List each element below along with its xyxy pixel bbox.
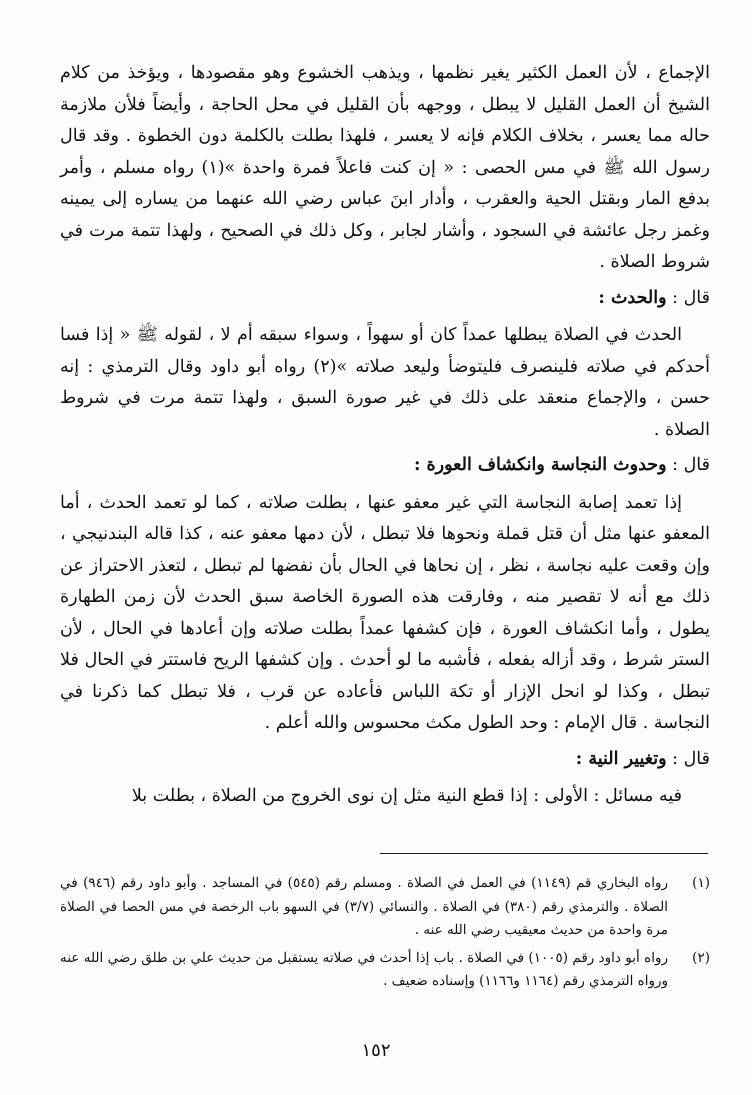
heading-prefix: قال : [672, 287, 710, 308]
footnote-number: (١) [692, 875, 710, 891]
footnote-text: رواه أبو داود رقم (١٠٠٥) في الصلاة . باب إذا أحدث في صلاته يستقبل من حديث علي بن طلق رضي الله عنه ورواه الترمذي رقم (١١٦٤ و١١٦٦) وإسناده ضعيف . [60, 949, 669, 989]
paragraph-1: الإجماع ، لأن العمل الكثير يغير نظمها ، ويذهب الخشوع وهو مقصودها ، ويؤخذ من كلام الشيخ أن العمل القليل لا يبطل ، ووجهه بأن القليل في محل الحاجة ، وأيضاً فلأن ملازمة حاله مما يعسر ، بخلاف الكلام فإنه لا يعسر ، فلهذا بطلت بالكلمة دون الخطوة . وقد قال رسول الله ﷺ في مس الحصى : « إن كنت فاعلاً فمرة واحدة »(١) رواه مسلم ، وأمر بدفع المار وبقتل الحية والعقرب ، وأدار ابنَ عباس رضي الله عنهما من يساره إلى يمينه وغمز رجل عائشة في السجود ، وأشار لجابر ، وكل ذلك في الصحيح ، ولهذا تتمة مرت في شروط الصلاة . [60, 63, 710, 272]
heading-hadath [60, 283, 710, 315]
footnote-divider [380, 853, 708, 854]
heading-title: وتغيير النية : [575, 748, 667, 769]
footnotes [60, 872, 710, 998]
footnote-number: (٢) [692, 949, 710, 966]
heading-prefix: قال : [672, 748, 710, 769]
paragraph-2: الحدث في الصلاة يبطلها عمداً كان أو سهواً ، وسواء سبقه أم لا ، لقوله ﷺ « إذا فسا أحدكم في صلاته فلينصرف فليتوضأ وليعد صلاته »(٢) رواه أبو داود وقال الترمذي : إنه حسن ، والإجماع منعقد على ذلك في غير صورة السبق ، ولهذا تتمة مرت في شروط الصلاة . [60, 325, 711, 440]
heading-title: وحدوث النجاسة وانكشاف العورة : [413, 455, 667, 475]
heading-niyya [60, 744, 710, 776]
footnote-1 [60, 872, 710, 943]
heading-prefix: قال : [672, 455, 710, 475]
heading-najasa [60, 450, 710, 482]
footnote-text: رواه البخاري قم (١١٤٩) في العمل في الصلاة . ومسلم رقم (٥٤٥) في المساجد . وأبو داود رقم (٩٤٦) في الصلاة . والترمذي رقم (٣٨٠) في الصلاة . والنسائي (٣/٧) في السهو باب الرخصة في مس الحصا في الصلاة مرة واحدة من حديث معيقيب رضي الله عنه . [60, 875, 669, 938]
main-text [60, 58, 710, 813]
paragraph-4: فيه مسائل : الأولى : إذا قطع النية مثل إن نوى الخروج من الصلاة ، بطلت بلا [131, 786, 682, 806]
page-number: ١٥٢ [361, 1040, 391, 1061]
footnote-2 [60, 947, 710, 994]
paragraph-3: إذا تعمد إصابة النجاسة التي غير معفو عنها ، بطلت صلاته ، كما لو تعمد الحدث ، أما المعفو عنها مثل أن قتل قملة ونحوها فلا تبطل ، لأن دمها معفو عنه ، كذا قاله البندنيجي ، وإن وقعت عليه نجاسة ، نظر ، إن نحاها في الحال بأن نفضها لم تبطل ، لتعذر الاحتراز عن ذلك مع أنه لا تقصير منه ، وفارقت هذه الصورة الخاصة سبق الحدث لأن زمن الطهارة يطول ، وأما انكشاف العورة ، فإن كشفها عمداً بطلت صلاته وإن أعادها في الحال ، لأن الستر شرط ، وقد أزاله بفعله ، فأشبه ما لو أحدث . وإن كشفها الريح فاستتر في الحال فلا تبطل ، وكذا لو انحل الإزار أو تكة اللباس فأعاده عن قرب ، فلا تبطل كما ذكرنا في النجاسة . قال الإمام : وحد الطول مكث محسوس والله أعلم . [60, 492, 710, 733]
heading-title: والحدث : [598, 287, 667, 308]
